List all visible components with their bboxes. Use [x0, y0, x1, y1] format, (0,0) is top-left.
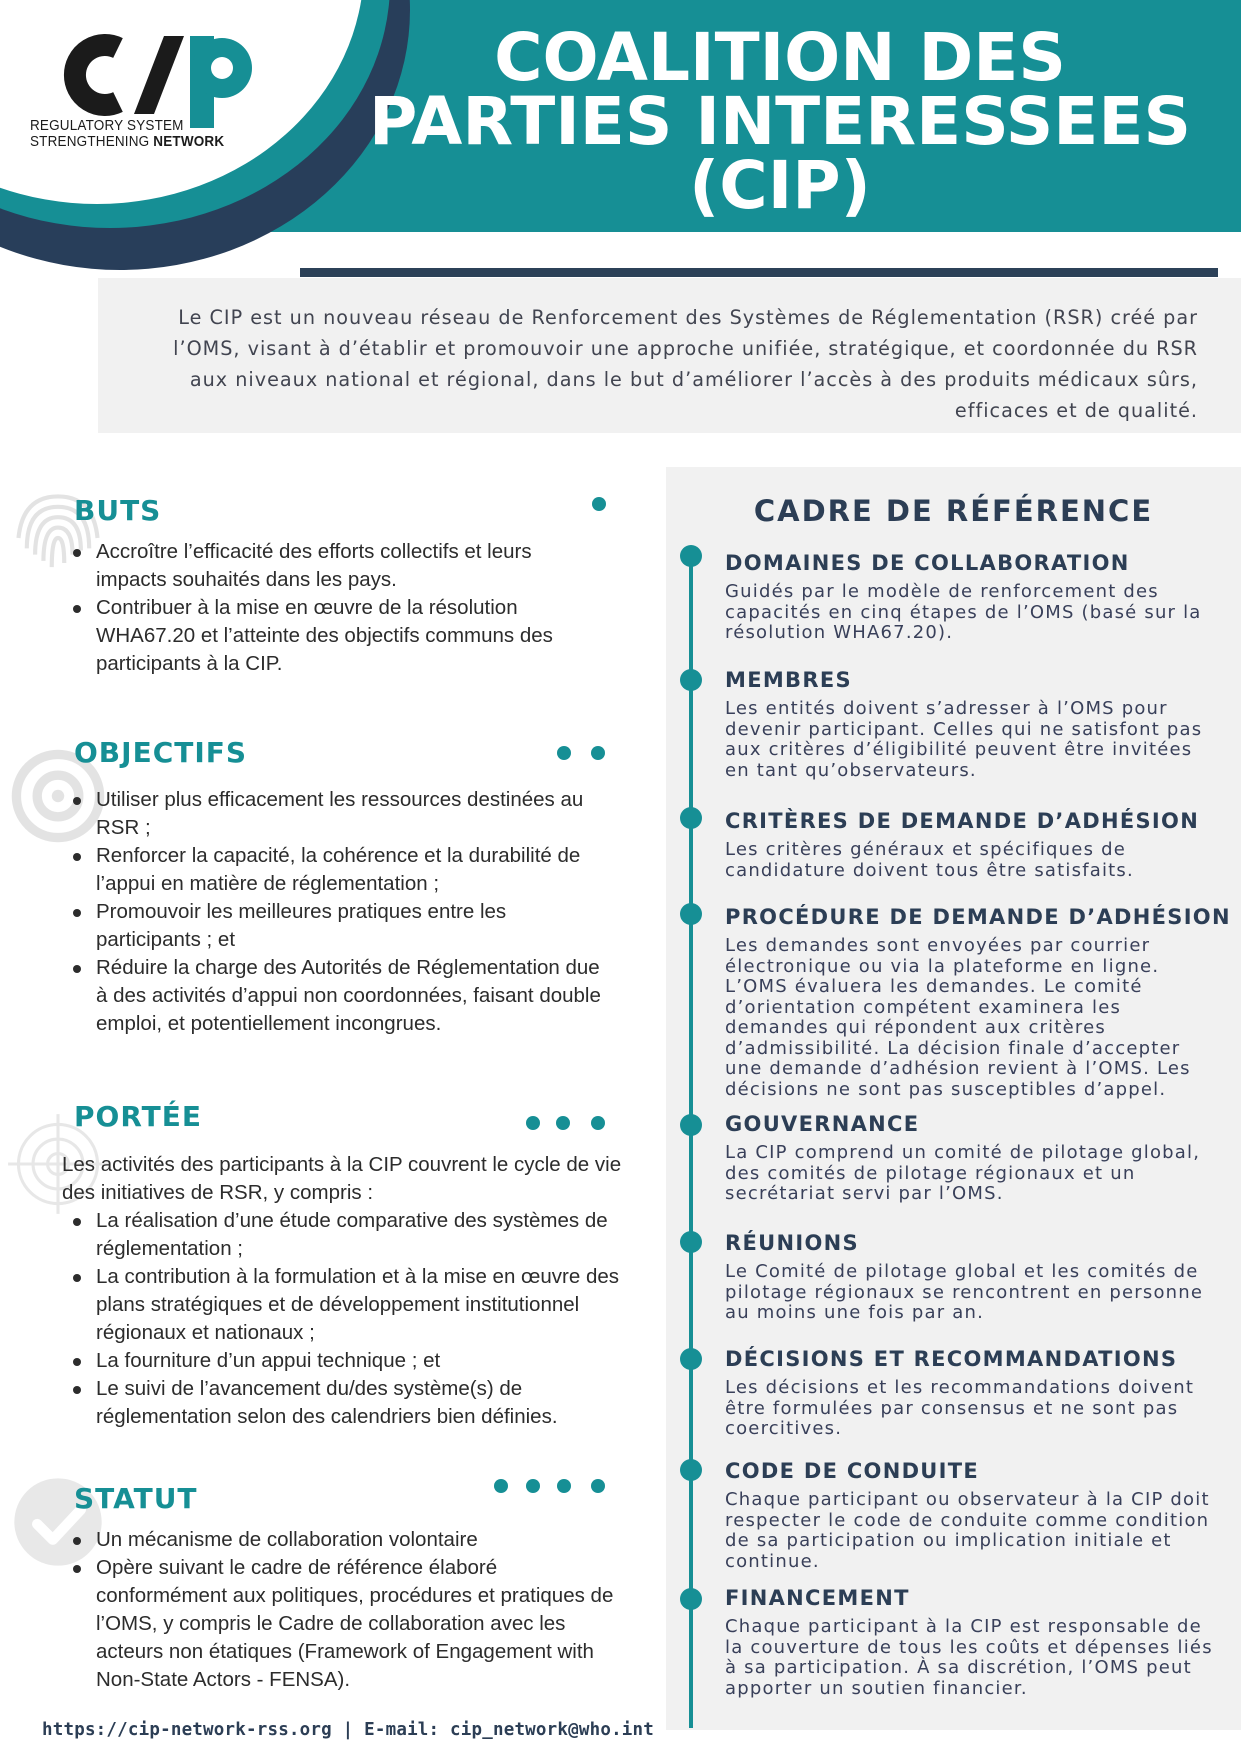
logo-wordmark	[30, 118, 224, 150]
cadre-item-text: Les entités doivent s’adresser à l’OMS pour devenir participant. Celles qui ne satisfont pas aux critères d’éligibilité peuvent être invitées en tant qu’observateurs.	[725, 698, 1203, 781]
portee-list	[66, 1207, 622, 1431]
timeline-dot	[680, 903, 702, 925]
dot	[557, 746, 571, 760]
cadre-item-title: FINANCEMENT	[725, 1586, 910, 1610]
logo-line-2: STRENGTHENING	[30, 133, 154, 150]
cadre-item-title: RÉUNIONS	[725, 1231, 859, 1255]
buts-list	[66, 538, 606, 678]
cadre-item-title: DOMAINES DE COLLABORATION	[725, 551, 1130, 575]
email-label: E-mail:	[364, 1720, 440, 1740]
objectifs-heading: OBJECTIFS	[74, 736, 248, 769]
dot	[557, 1479, 571, 1493]
header-rule	[300, 268, 1218, 277]
list-item: Réduire la charge des Autorités de Réglementation due à des activités d’appui non coordonnées, faisant double emploi, et potentiellement incongrues.	[66, 954, 612, 1038]
page-title	[330, 19, 1230, 224]
list-item: La contribution à la formulation et à la mise en œuvre des plans stratégiques et de développement institutionnel régionaux et nationaux ;	[66, 1263, 622, 1347]
list-item: La réalisation d’une étude comparative des systèmes de réglementation ;	[66, 1207, 622, 1263]
timeline-line	[689, 552, 693, 1728]
list-item: Contribuer à la mise en œuvre de la résolution WHA67.20 et l’atteinte des objectifs communs des participants à la CIP.	[66, 594, 606, 678]
dot	[526, 1479, 540, 1493]
dot	[591, 1116, 605, 1130]
cadre-heading: CADRE DE RÉFÉRENCE	[753, 494, 1154, 528]
cadre-item-text: Chaque participant ou observateur à la CIP doit respecter le code de conduite comme condition de sa participation ou implication initiale et continue.	[725, 1489, 1210, 1572]
title-line-1: COALITION DES	[494, 19, 1066, 96]
cadre-item-text: Chaque participant à la CIP est responsable de la couverture de tous les coûts et dépenses liés à sa participation. À sa discrétion, l’OMS peut apporter un soutien financier.	[725, 1616, 1213, 1699]
dot	[591, 746, 605, 760]
dot	[591, 1479, 605, 1493]
buts-heading: BUTS	[74, 494, 162, 527]
timeline-dot	[680, 669, 702, 691]
cadre-item-title: CRITÈRES DE DEMANDE D’ADHÉSION	[725, 809, 1200, 833]
list-item: Opère suivant le cadre de référence élaboré conformément aux politiques, procédures et pratiques de l’OMS, y compris le Cadre de collaboration avec les acteurs non étatiques (Framework of Engagement with Non-State Actors - FENSA).	[66, 1554, 626, 1694]
timeline-dot	[680, 1588, 702, 1610]
cip-logo-icon	[56, 30, 256, 130]
list-item: Utiliser plus efficacement les ressources destinées au RSR ;	[66, 786, 612, 842]
timeline-dot	[680, 1114, 702, 1136]
portee-heading: PORTÉE	[74, 1100, 202, 1133]
objectifs-list	[66, 786, 612, 1038]
cadre-item-text: Les critères généraux et spécifiques de candidature doivent tous être satisfaits.	[725, 839, 1134, 881]
cadre-item-text: Les décisions et les recommandations doivent être formulées par consensus et ne sont pas coercitives.	[725, 1377, 1195, 1439]
list-item: Le suivi de l’avancement du/des système(s) de réglementation selon des calendriers bien définies.	[66, 1375, 622, 1431]
cadre-item-text: Le Comité de pilotage global et les comités de pilotage régionaux se rencontrent en personne au moins une fois par an.	[725, 1261, 1204, 1323]
cadre-item-text: Les demandes sont envoyées par courrier électronique ou via la plateforme en ligne. L’OMS évaluera les demandes. Le comité d’orientation compétent examinera les demandes qui répondent aux critères d’admissibilité. La décision finale d’accepter une demande d’adhésion revient à l’OMS. Les décisions ne sont pas susceptibles d’appel.	[725, 935, 1191, 1100]
portee-intro: Les activités des participants à la CIP couvrent le cycle de vie des initiatives de RSR, y compris :	[62, 1153, 622, 1204]
title-line-3: (CIP)	[689, 147, 871, 224]
intro-box	[98, 278, 1241, 433]
list-item: La fourniture d’un appui technique ; et	[66, 1347, 622, 1375]
website-link[interactable]: https://cip-network-rss.org	[42, 1720, 332, 1740]
list-item: Un mécanisme de collaboration volontaire	[66, 1526, 626, 1554]
cadre-item-title: PROCÉDURE DE DEMANDE D’ADHÉSION	[725, 905, 1231, 929]
dot	[494, 1479, 508, 1493]
logo-line-1: REGULATORY SYSTEM	[30, 117, 184, 134]
footer-separator: |	[342, 1720, 354, 1740]
footer	[42, 1720, 654, 1740]
title-line-2: PARTIES INTERESSEES	[368, 83, 1192, 160]
cadre-item-title: GOUVERNANCE	[725, 1112, 920, 1136]
intro-text: Le CIP est un nouveau réseau de Renforcement des Systèmes de Réglementation (RSR) créé par l’OMS, visant à d’établir et promouvoir une approche unifiée, stratégique, et coordonnée du RSR aux niveaux national et régional, dans le but d’améliorer l’accès à des produits médicaux sûrs, efficaces et de qualité.	[173, 306, 1198, 422]
cadre-item-title: DÉCISIONS ET RECOMMANDATIONS	[725, 1347, 1178, 1371]
dot	[526, 1116, 540, 1130]
timeline-dot	[680, 1459, 702, 1481]
timeline-dot	[680, 1348, 702, 1370]
logo-line-2-bold: NETWORK	[153, 133, 225, 150]
dot	[592, 497, 606, 511]
cadre-item-text: La CIP comprend un comité de pilotage global, des comités de pilotage régionaux et un secrétariat servi par l’OMS.	[725, 1142, 1201, 1204]
dot	[556, 1116, 570, 1130]
statut-heading: STATUT	[74, 1482, 198, 1515]
list-item: Accroître l’efficacité des efforts collectifs et leurs impacts souhaités dans les pays.	[66, 538, 606, 594]
list-item: Promouvoir les meilleures pratiques entre les participants ; et	[66, 898, 612, 954]
timeline-dot	[680, 1231, 702, 1253]
list-item: Renforcer la capacité, la cohérence et la durabilité de l’appui en matière de réglementation ;	[66, 842, 612, 898]
timeline-dot	[680, 545, 702, 567]
timeline-dot	[680, 807, 702, 829]
statut-list	[66, 1526, 626, 1694]
cadre-item-title: MEMBRES	[725, 668, 852, 692]
email-link[interactable]: cip_network@who.int	[450, 1720, 655, 1740]
cadre-item-text: Guidés par le modèle de renforcement des capacités en cinq étapes de l’OMS (basé sur la résolution WHA67.20).	[725, 581, 1202, 643]
cadre-item-title: CODE DE CONDUITE	[725, 1459, 980, 1483]
